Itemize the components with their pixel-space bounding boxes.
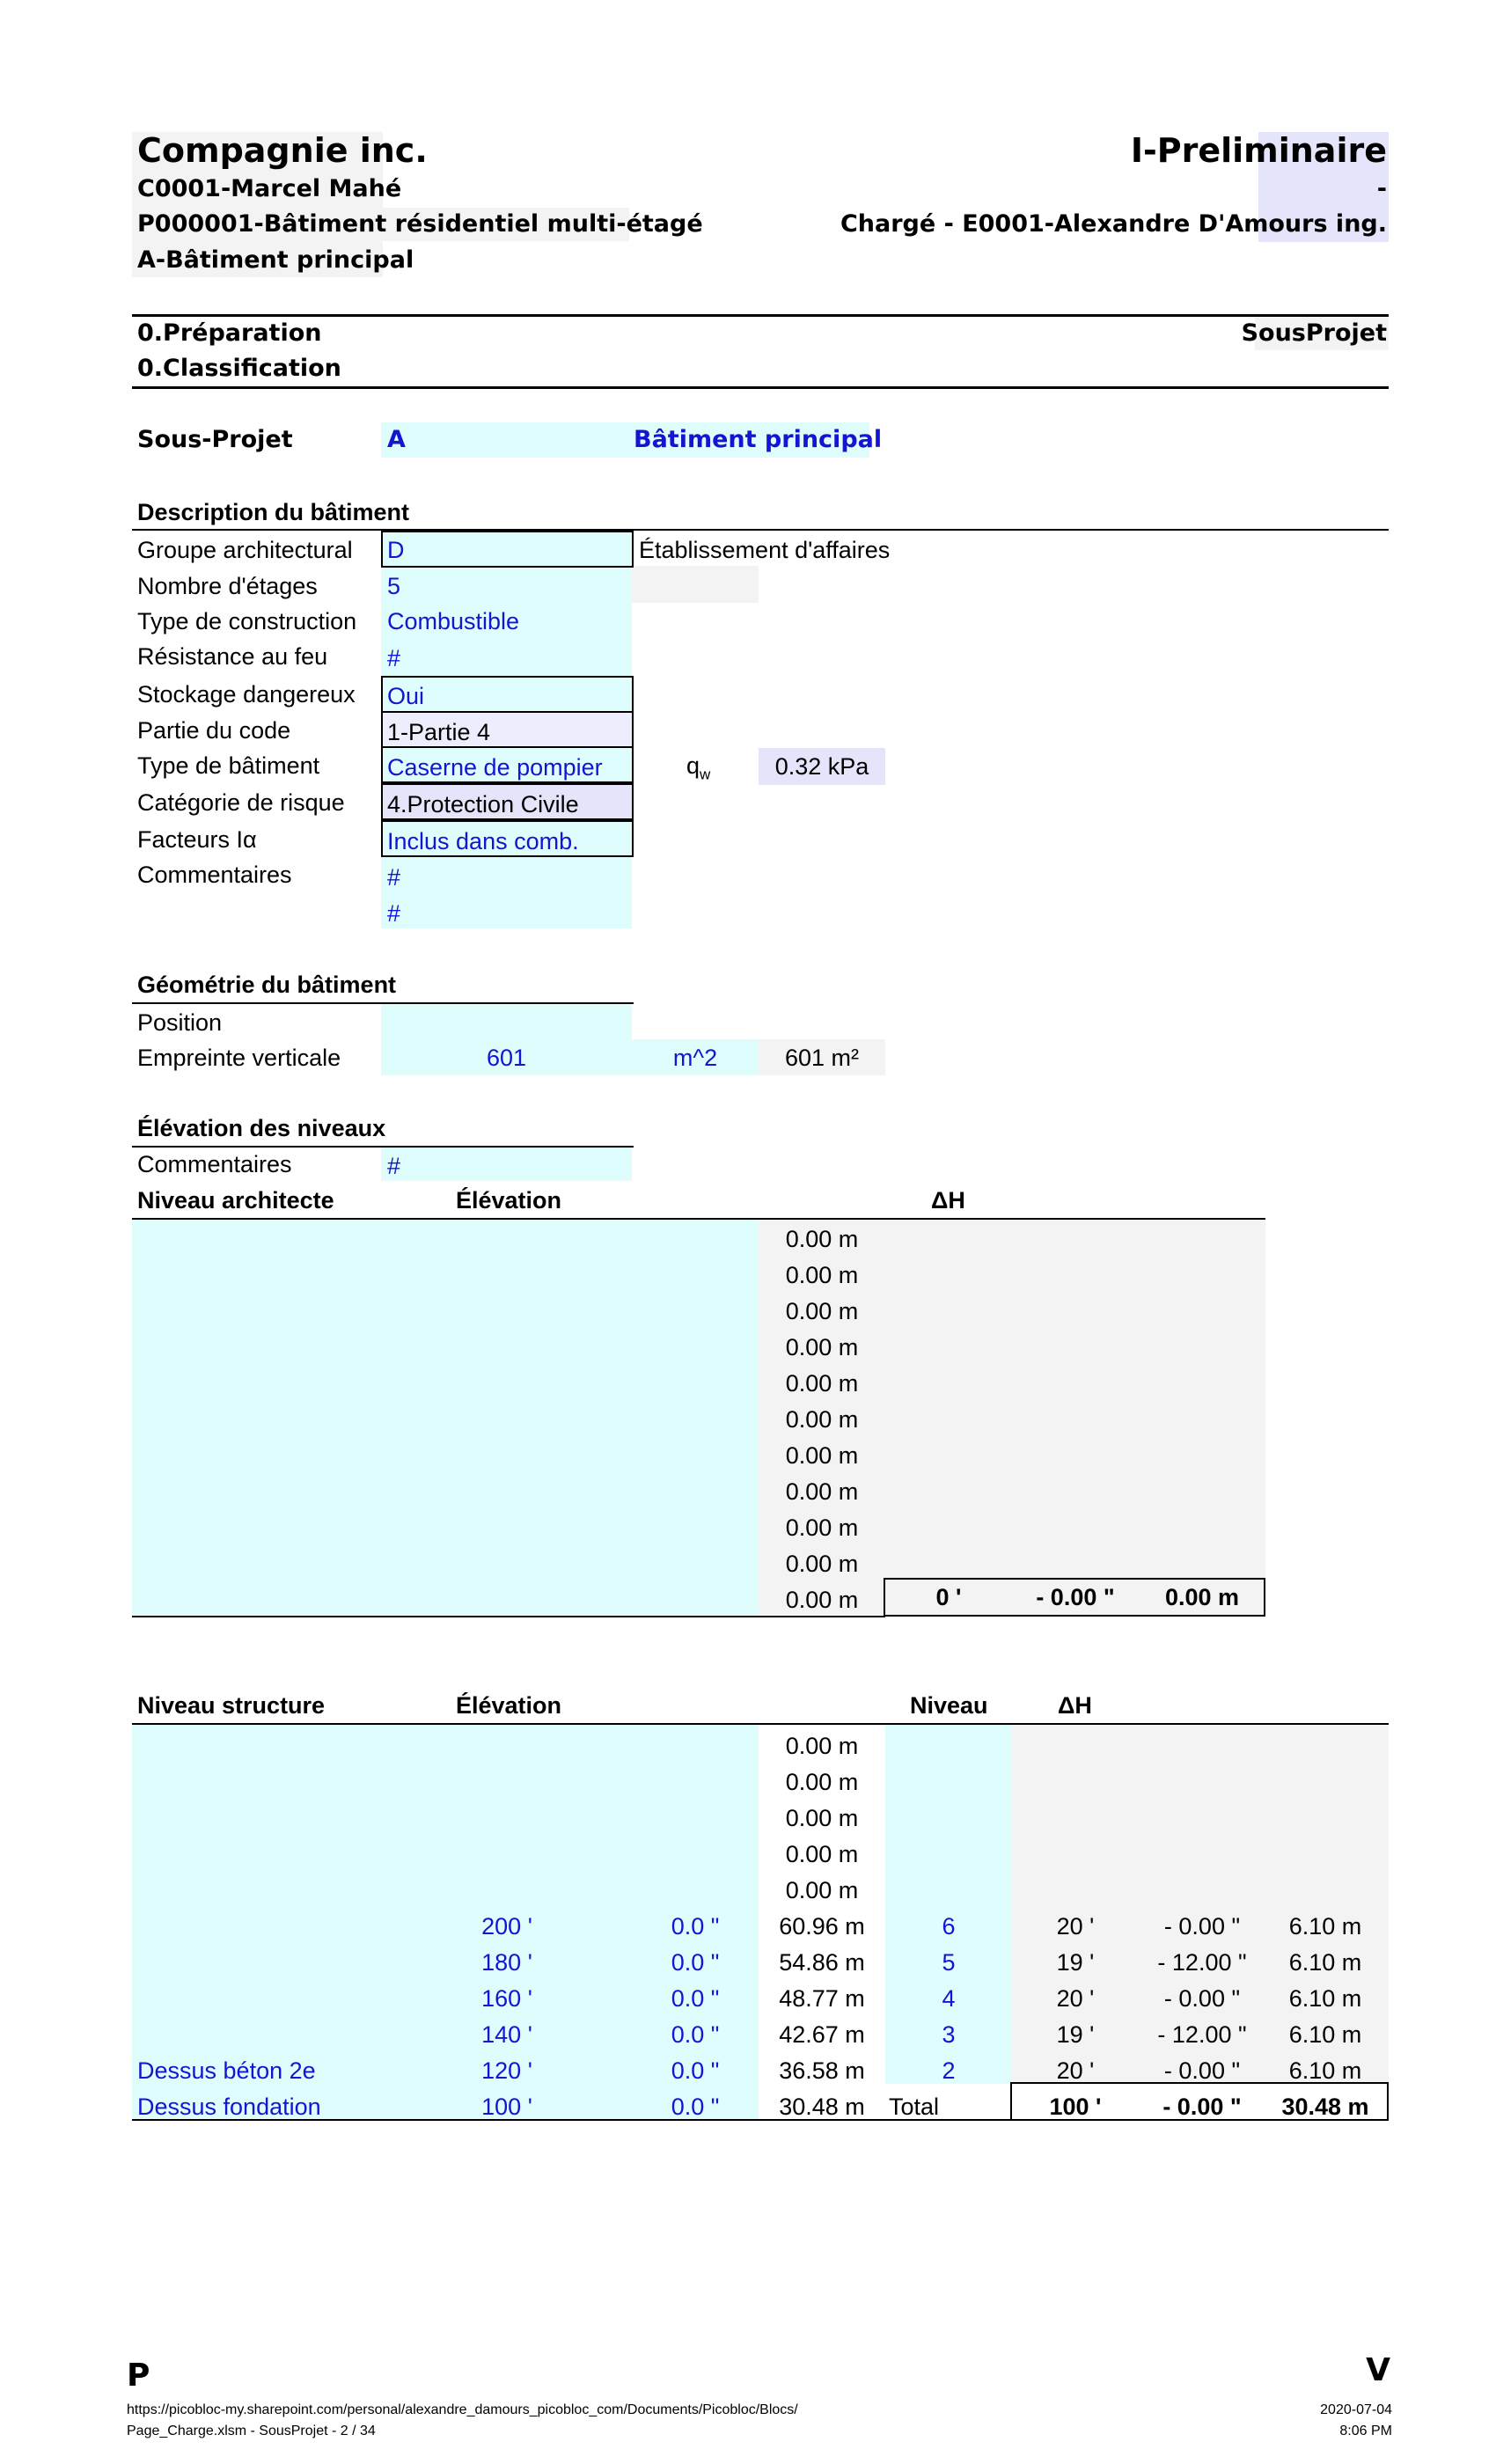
struct-meters-cell: 0.00 m bbox=[785, 1733, 859, 1759]
col-dh-arch: ΔH bbox=[931, 1187, 965, 1214]
charge-label: Chargé - E0001-Alexandre D'Amours ing. bbox=[840, 210, 1387, 238]
sousprojet-label: Sous-Projet bbox=[137, 426, 293, 453]
value-resistance[interactable]: # bbox=[387, 645, 401, 671]
struct-meters-cell: 0.00 m bbox=[785, 1769, 859, 1795]
arch-input-area[interactable] bbox=[132, 1220, 759, 1615]
description-rule bbox=[132, 529, 1389, 531]
label-categorie: Catégorie de risque bbox=[137, 789, 345, 816]
struct-dh-inches-cell: - 0.00 " bbox=[1162, 2094, 1242, 2120]
struct-meters-cell: 48.77 m bbox=[779, 1985, 865, 2012]
struct-meters-cell: 0.00 m bbox=[785, 1841, 859, 1867]
footer-date: 2020-07-04 bbox=[1320, 2402, 1392, 2417]
qw-label bbox=[686, 748, 710, 792]
struct-dh-feet-cell: 100 ' bbox=[1049, 2094, 1102, 2120]
struct-dh-feet-cell: 19 ' bbox=[1056, 1949, 1095, 1976]
struct-dh-meters-cell: 6.10 m bbox=[1288, 1985, 1362, 2012]
struct-inches-cell[interactable]: 0.0 " bbox=[671, 1913, 720, 1940]
empreinte-value[interactable]: 601 bbox=[486, 1045, 527, 1071]
value-commentaires-1[interactable]: # bbox=[387, 864, 401, 891]
col-level-struct: Niveau bbox=[910, 1692, 988, 1719]
label-etages: Nombre d'étages bbox=[137, 573, 318, 599]
value-partie: 1-Partie 4 bbox=[387, 719, 491, 745]
struct-dh-inches-cell: - 0.00 " bbox=[1163, 1913, 1241, 1940]
struct-dh-feet-cell: 20 ' bbox=[1056, 2057, 1095, 2084]
struct-meters-cell: 60.96 m bbox=[779, 1913, 865, 1940]
value-stockage[interactable]: Oui bbox=[387, 683, 425, 709]
label-resistance: Résistance au feu bbox=[137, 643, 328, 670]
struct-total-label: Total bbox=[889, 2094, 940, 2120]
elev-comment-bg bbox=[381, 1148, 632, 1181]
partie-border bbox=[381, 711, 634, 748]
label-construction: Type de construction bbox=[137, 608, 357, 634]
value-categorie: 4.Protection Civile bbox=[387, 791, 579, 818]
arch-elevation-cell: 0.00 m bbox=[785, 1587, 859, 1613]
struct-feet-cell[interactable]: 140 ' bbox=[481, 2021, 532, 2048]
arch-elevation-cell: 0.00 m bbox=[785, 1442, 859, 1469]
section-classification: 0.Classification bbox=[137, 355, 341, 382]
position-label: Position bbox=[137, 1009, 223, 1036]
label-commentaires: Commentaires bbox=[137, 862, 292, 888]
description-title: Description du bâtiment bbox=[137, 499, 410, 525]
arch-elevation-cell: 0.00 m bbox=[785, 1370, 859, 1397]
struct-dh-inches-cell: - 12.00 " bbox=[1157, 2021, 1247, 2048]
struct-dh-inches-cell: - 0.00 " bbox=[1163, 1985, 1241, 2012]
categorie-border bbox=[381, 783, 634, 820]
value-construction[interactable]: Combustible bbox=[387, 608, 520, 634]
geometrie-title: Géométrie du bâtiment bbox=[137, 972, 397, 998]
struct-inches-cell[interactable]: 0.0 " bbox=[671, 1949, 720, 1976]
arch-elevation-cell: 0.00 m bbox=[785, 1298, 859, 1324]
empreinte-unit[interactable]: m^2 bbox=[672, 1045, 718, 1071]
value-type-batiment[interactable]: Caserne de pompier bbox=[387, 754, 603, 781]
elev-comment-label: Commentaires bbox=[137, 1151, 292, 1177]
qw-symbol: q bbox=[686, 752, 700, 779]
arch-elevation-cell: 0.00 m bbox=[785, 1406, 859, 1433]
position-input[interactable] bbox=[381, 1004, 632, 1039]
arch-elevation-cell: 0.00 m bbox=[785, 1262, 859, 1288]
struct-level-cell: 4 bbox=[942, 1985, 956, 2012]
label-groupe: Groupe architectural bbox=[137, 537, 353, 563]
struct-level-cell: 6 bbox=[942, 1913, 956, 1940]
section-right-tag: SousProjet bbox=[1241, 319, 1387, 347]
struct-feet-cell[interactable]: 200 ' bbox=[481, 1913, 532, 1940]
struct-inches-cell[interactable]: 0.0 " bbox=[671, 1985, 720, 2012]
label-facteurs: Facteurs Iα bbox=[137, 826, 257, 853]
arch-total-ft: 0 ' bbox=[935, 1584, 962, 1610]
type-batiment-border bbox=[381, 746, 634, 783]
struct-dh-meters-cell: 6.10 m bbox=[1288, 2021, 1362, 2048]
struct-dh-meters-cell: 6.10 m bbox=[1288, 1913, 1362, 1940]
arch-elevation-cell: 0.00 m bbox=[785, 1551, 859, 1577]
arch-elevation-cell: 0.00 m bbox=[785, 1334, 859, 1360]
sousprojet-title: Bâtiment principal bbox=[634, 426, 883, 453]
qw-value: 0.32 kPa bbox=[774, 753, 869, 780]
facteurs-border bbox=[381, 820, 634, 857]
struct-dh-feet-cell: 20 ' bbox=[1056, 1913, 1095, 1940]
value-etages[interactable]: 5 bbox=[387, 573, 401, 599]
struct-inches-cell[interactable]: 0.0 " bbox=[671, 2094, 720, 2120]
struct-meters-cell: 54.86 m bbox=[779, 1949, 865, 1976]
arch-total-m: 0.00 m bbox=[1164, 1584, 1240, 1610]
elevation-title: Élévation des niveaux bbox=[137, 1115, 386, 1141]
struct-dh-feet-cell: 20 ' bbox=[1056, 1985, 1095, 2012]
arch-total-in: - 0.00 " bbox=[1036, 1584, 1115, 1610]
struct-meters-cell: 30.48 m bbox=[779, 2094, 865, 2120]
footer-left-letter: P bbox=[127, 2358, 150, 2394]
arch-elevation-cell: 0.00 m bbox=[785, 1514, 859, 1541]
col-elevation-arch: Élévation bbox=[456, 1187, 562, 1214]
arch-bottom-rule bbox=[132, 1616, 885, 1617]
label-partie: Partie du code bbox=[137, 717, 291, 744]
empreinte-label: Empreinte verticale bbox=[137, 1045, 341, 1071]
value-groupe[interactable]: D bbox=[387, 537, 405, 563]
struct-dh-feet-cell: 19 ' bbox=[1056, 2021, 1095, 2048]
arch-elevation-cell: 0.00 m bbox=[785, 1478, 859, 1505]
phase-label: I-Preliminaire bbox=[1130, 131, 1387, 170]
empreinte-result: 601 m² bbox=[784, 1045, 860, 1071]
footer-time: 8:06 PM bbox=[1339, 2424, 1392, 2438]
struct-level-cell: 3 bbox=[942, 2021, 956, 2048]
label-type-batiment: Type de bâtiment bbox=[137, 752, 320, 779]
col-dh-struct: ΔH bbox=[1058, 1692, 1092, 1719]
company-name: Compagnie inc. bbox=[137, 131, 428, 170]
struct-level-cell: 2 bbox=[942, 2057, 956, 2084]
struct-dh-inches-cell: - 12.00 " bbox=[1157, 1949, 1247, 1976]
struct-level-cell: 5 bbox=[942, 1949, 956, 1976]
col-niveau-structure: Niveau structure bbox=[137, 1692, 326, 1719]
struct-total-box bbox=[1010, 2082, 1389, 2121]
building-name: A-Bâtiment principal bbox=[137, 246, 414, 274]
struct-name-cell[interactable]: Dessus fondation bbox=[137, 2094, 321, 2120]
client-name: C0001-Marcel Mahé bbox=[137, 175, 402, 202]
section-preparation: 0.Préparation bbox=[137, 319, 322, 347]
value-facteurs[interactable]: Inclus dans comb. bbox=[387, 828, 579, 854]
value-groupe-desc: Établissement d'affaires bbox=[639, 537, 891, 563]
section-bottom-rule bbox=[132, 386, 1389, 389]
struct-meters-cell: 36.58 m bbox=[779, 2057, 865, 2084]
struct-feet-cell[interactable]: 120 ' bbox=[481, 2057, 532, 2084]
struct-dh-inches-cell: - 0.00 " bbox=[1163, 2057, 1241, 2084]
header-dash: - bbox=[1376, 175, 1387, 202]
label-stockage: Stockage dangereux bbox=[137, 681, 356, 708]
col-niveau-architecte: Niveau architecte bbox=[137, 1187, 334, 1214]
elev-comment-value[interactable]: # bbox=[387, 1153, 401, 1179]
struct-feet-cell[interactable]: 100 ' bbox=[481, 2094, 532, 2120]
struct-bottom-rule bbox=[132, 2119, 1012, 2121]
arch-elevation-cell: 0.00 m bbox=[785, 1226, 859, 1252]
struct-meters-cell: 0.00 m bbox=[785, 1877, 859, 1903]
struct-dh-meters-cell: 30.48 m bbox=[1281, 2094, 1369, 2120]
stockage-border bbox=[381, 676, 634, 713]
col-elevation-struct: Élévation bbox=[456, 1692, 562, 1719]
footer-url: https://picobloc-my.sharepoint.com/personal/alexandre_damours_picobloc_com/Documents/Picobloc/Blocs/ bbox=[127, 2402, 798, 2417]
footer-file: Page_Charge.xlsm - SousProjet - 2 / 34 bbox=[127, 2424, 376, 2438]
footer-right-letter: V bbox=[1366, 2352, 1390, 2388]
struct-inches-cell[interactable]: 0.0 " bbox=[671, 2021, 720, 2048]
project-name: P000001-Bâtiment résidentiel multi-étagé bbox=[137, 210, 703, 238]
qw-subscript: w bbox=[700, 766, 711, 783]
struct-dh-meters-cell: 6.10 m bbox=[1288, 2057, 1362, 2084]
groupe-border bbox=[381, 531, 634, 568]
grey-spacer bbox=[632, 566, 759, 603]
struct-inches-cell[interactable]: 0.0 " bbox=[671, 2057, 720, 2084]
sousprojet-code[interactable]: A bbox=[387, 426, 406, 453]
struct-meters-cell: 42.67 m bbox=[779, 2021, 865, 2048]
value-commentaires-2[interactable]: # bbox=[387, 900, 401, 927]
struct-dh-meters-cell: 6.10 m bbox=[1288, 1949, 1362, 1976]
struct-feet-cell[interactable]: 160 ' bbox=[481, 1985, 532, 2012]
struct-feet-cell[interactable]: 180 ' bbox=[481, 1949, 532, 1976]
struct-meters-cell: 0.00 m bbox=[785, 1805, 859, 1831]
struct-name-cell[interactable]: Dessus béton 2e bbox=[137, 2057, 316, 2084]
